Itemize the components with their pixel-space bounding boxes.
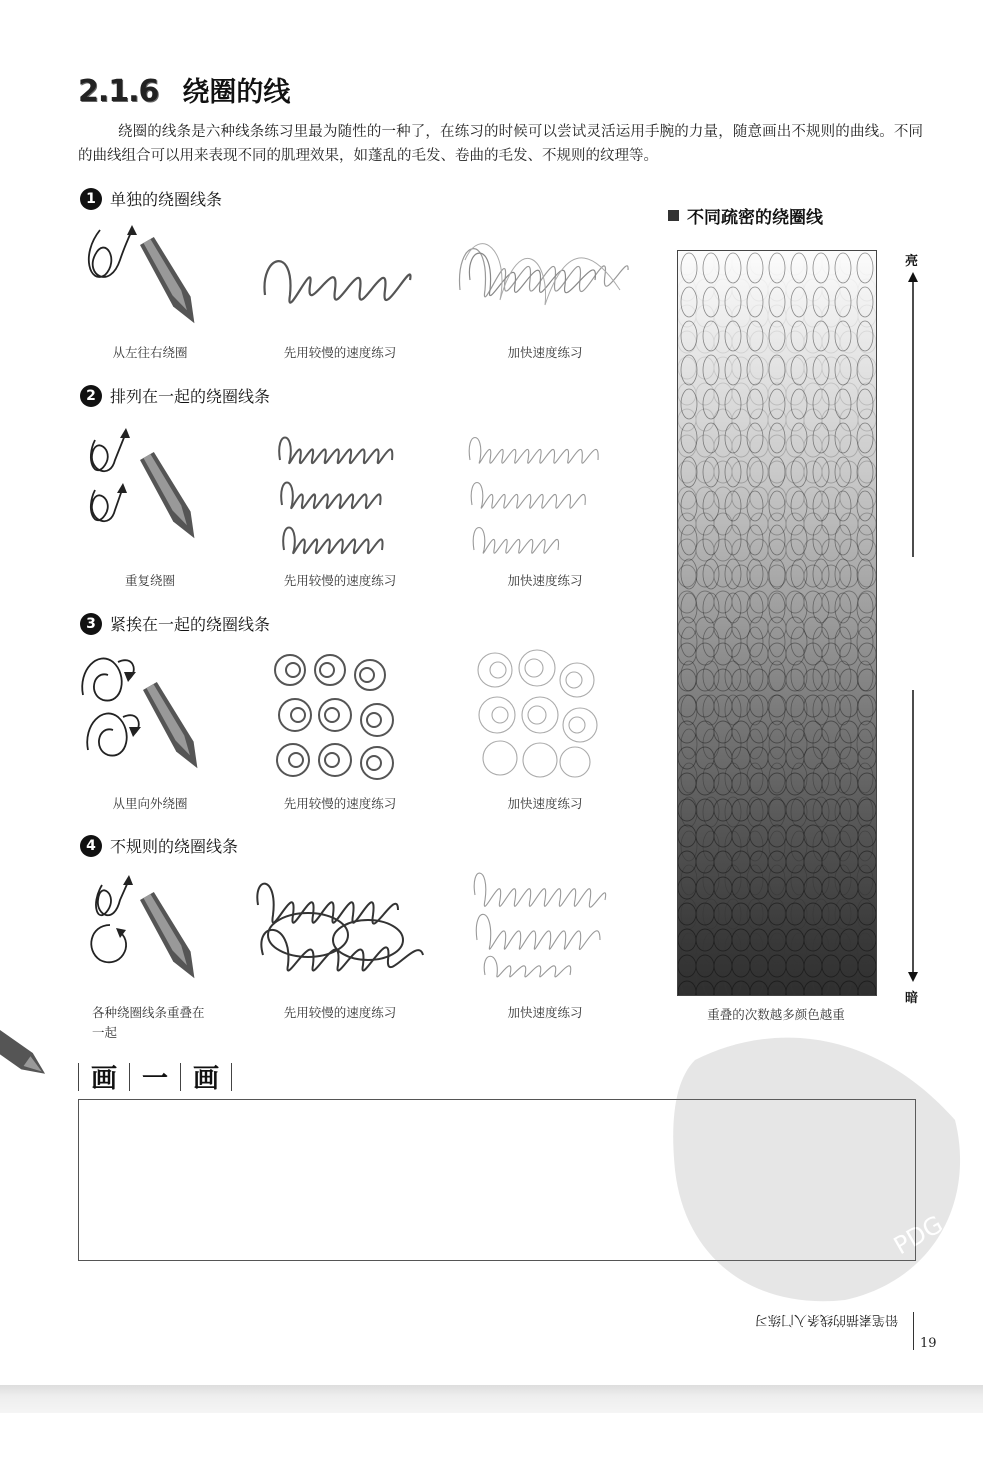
caption-2b: 先用较慢的速度练习 xyxy=(283,573,397,588)
pencil-icon xyxy=(0,1030,70,1090)
caption-3b: 先用较慢的速度练习 xyxy=(283,796,397,811)
slow-rows-sketch xyxy=(270,420,420,565)
footer-divider xyxy=(913,1312,914,1350)
practice-label-1: 画 xyxy=(91,1064,118,1094)
page-number: 19 xyxy=(920,1336,937,1351)
caption-1b: 先用较慢的速度练习 xyxy=(283,345,397,360)
loop-direction-illustration xyxy=(80,215,220,335)
spiral-out-illustration xyxy=(78,650,223,785)
practice-label-2: 一 xyxy=(142,1064,169,1094)
caption-3c: 加快速度练习 xyxy=(507,796,583,811)
slow-spirals-sketch xyxy=(265,645,410,790)
exercise-title: 紧挨在一起的绕圈线条 xyxy=(110,615,271,634)
exercise-title: 单独的绕圈线条 xyxy=(110,190,223,209)
caption-3a: 从里向外绕圈 xyxy=(112,796,188,811)
up-arrow-icon xyxy=(906,272,920,557)
intro-paragraph: 绕圈的线条是六种线条练习里最为随性的一种了，在练习的时候可以尝试灵活运用手腕的力量，随意画出不规则的曲线。不同的曲线组合可以用来表现不同的肌理效果，如蓬乱的毛发、卷曲的毛发、不规则的纹理等。 xyxy=(78,124,923,164)
exercise-number-badge: 3 xyxy=(80,613,102,635)
book-title-footer: 铅笔素描的线条入门练习 xyxy=(755,1312,899,1327)
caption-1a: 从左往右绕圈 xyxy=(112,345,188,360)
caption-4c: 加快速度练习 xyxy=(507,1005,583,1020)
heading-marker-icon xyxy=(668,210,679,221)
caption-1c: 加快速度练习 xyxy=(507,345,583,360)
caption-4a: 各种绕圈线条重叠在一起 xyxy=(92,1005,205,1040)
exercise-4-heading xyxy=(80,834,238,857)
density-title: 不同疏密的绕圈线 xyxy=(687,208,823,228)
caption-2a: 重复绕圈 xyxy=(124,573,175,588)
down-arrow-icon xyxy=(906,690,920,982)
repeat-loop-illustration xyxy=(80,420,220,560)
slow-irregular-sketch xyxy=(248,865,433,995)
exercise-3-heading xyxy=(80,612,270,635)
density-heading xyxy=(668,203,823,228)
exercise-1-heading xyxy=(80,187,222,210)
fast-irregular-sketch xyxy=(465,855,620,990)
exercise-number-badge: 1 xyxy=(80,188,102,210)
exercise-number-badge: 4 xyxy=(80,835,102,857)
light-label: 亮 xyxy=(905,254,919,269)
practice-label-3: 画 xyxy=(193,1064,220,1094)
practice-title xyxy=(78,1058,232,1095)
dark-label: 暗 xyxy=(905,991,919,1006)
caption-4b: 先用较慢的速度练习 xyxy=(283,1005,397,1020)
fast-loop-sketch xyxy=(450,220,640,335)
slow-loop-sketch xyxy=(255,235,425,330)
irregular-loop-illustration xyxy=(80,870,220,1000)
watermark-text: PDG xyxy=(889,1210,948,1261)
watermark-seal xyxy=(655,1000,975,1320)
section-heading xyxy=(78,70,290,109)
section-number: 2.1.6 xyxy=(78,74,159,109)
fast-rows-sketch xyxy=(460,420,620,565)
caption-2c: 加快速度练习 xyxy=(507,573,583,588)
density-loop-texture xyxy=(678,251,876,995)
density-caption: 重叠的次数越多颜色越重 xyxy=(707,1007,845,1022)
exercise-title: 排列在一起的绕圈线条 xyxy=(110,387,271,406)
exercise-number-badge: 2 xyxy=(80,385,102,407)
exercise-title: 不规则的绕圈线条 xyxy=(110,837,239,856)
exercise-2-heading xyxy=(80,384,270,407)
density-gradient-panel xyxy=(677,250,877,996)
fast-spirals-sketch xyxy=(465,640,610,785)
section-title: 绕圈的线 xyxy=(182,77,291,108)
scan-edge-strip xyxy=(0,1385,983,1413)
